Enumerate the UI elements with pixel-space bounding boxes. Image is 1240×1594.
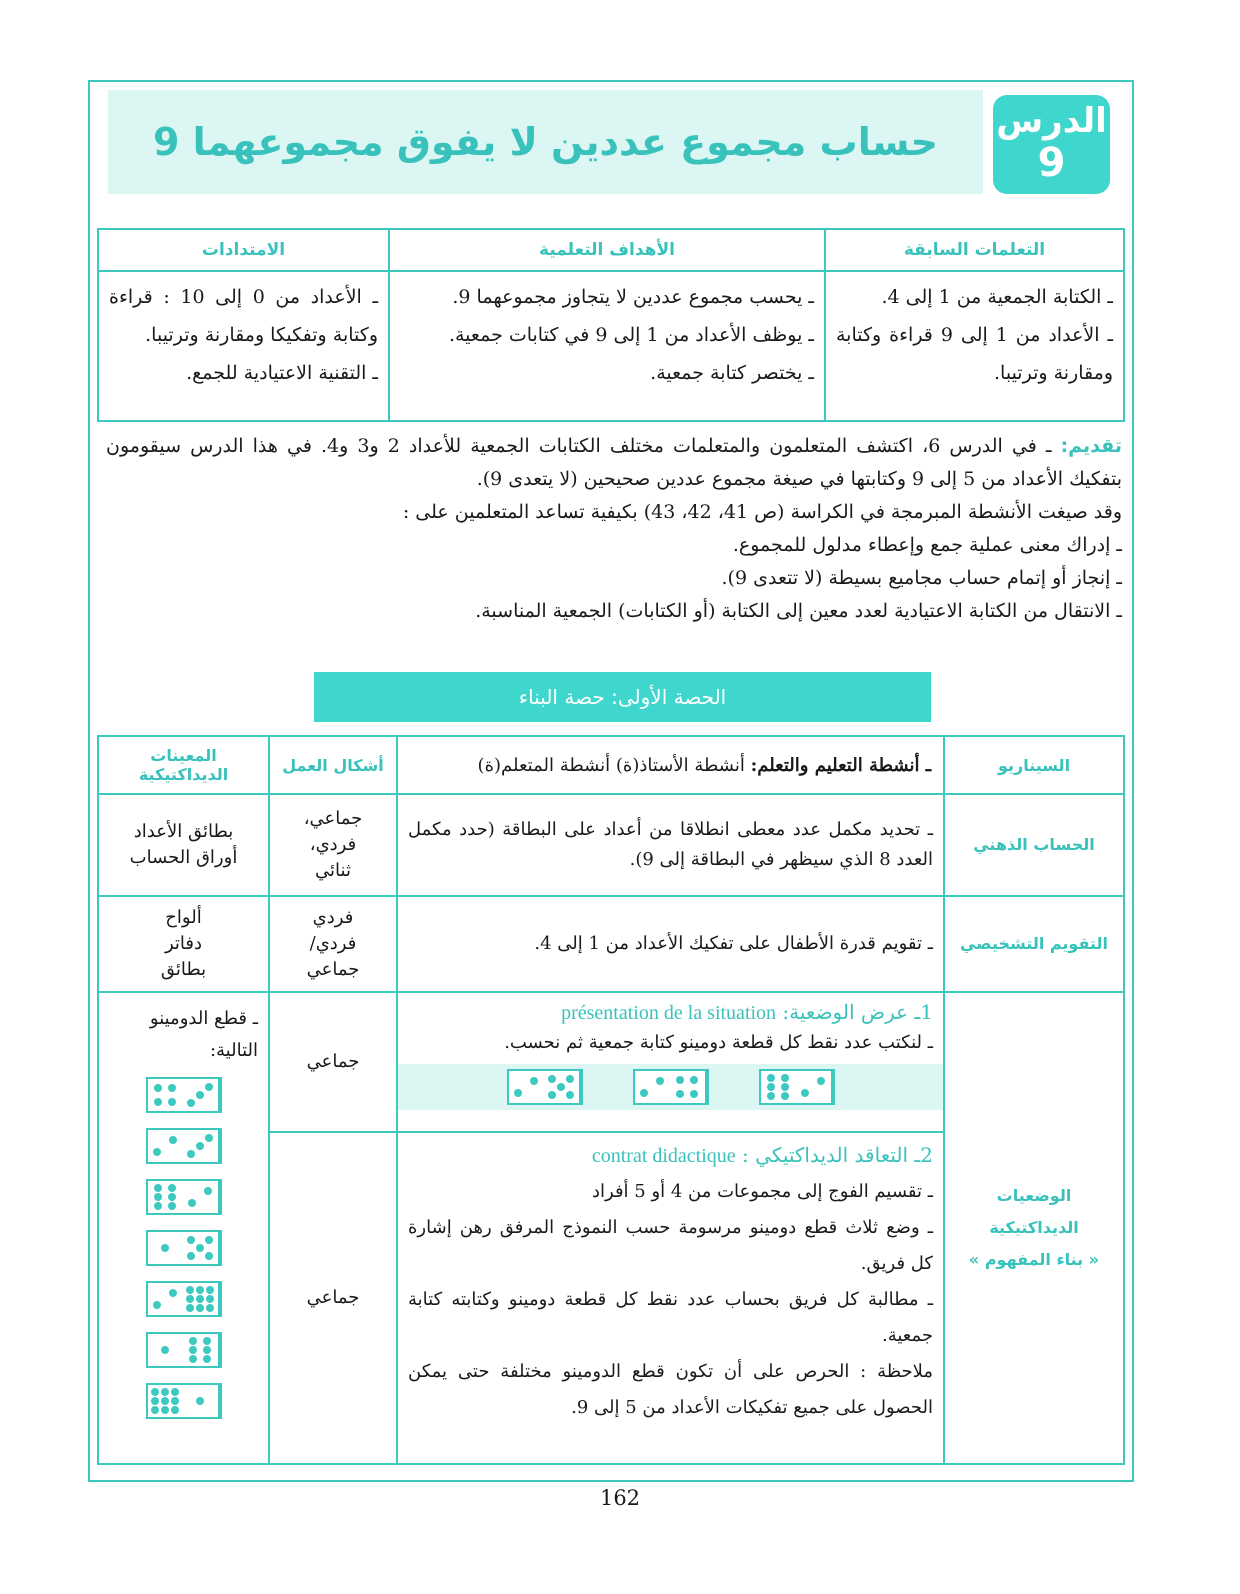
situation-1-title [408, 997, 933, 1028]
domino-dot [530, 1077, 538, 1085]
goal-item: ـ يحسب مجموع عددين لا يتجاوز مجموعهما 9. [452, 286, 814, 308]
diagnostic-resources [98, 896, 269, 992]
situation-1 [397, 992, 944, 1132]
domino-dot [169, 1289, 177, 1297]
domino-half [761, 1071, 796, 1103]
domino [146, 1128, 222, 1164]
situation-2-item: ـ وضع ثلاث قطع دومينو مرسومة حسب النموذج المرفق رهن إشارة كل فريق. [408, 1217, 933, 1274]
resource: ـ قطع الدومينو [149, 1008, 258, 1029]
domino-dot [169, 1136, 177, 1144]
mental-activity: ـ تحديد مكمل عدد معطى انطلاقا من أعداد على البطاقة (حدد مكمل العدد 8 الذي سيظهر في البطاقة إلى 9). [397, 794, 944, 896]
domino-dot [186, 1286, 194, 1294]
domino-half [183, 1385, 220, 1417]
situation-2-title [408, 1137, 933, 1174]
domino-half [670, 1071, 707, 1103]
domino-half [183, 1334, 220, 1366]
domino-dot [548, 1075, 556, 1083]
situation-2 [397, 1132, 944, 1464]
domino [146, 1230, 222, 1266]
domino-dot [205, 1083, 213, 1091]
domino-dot [154, 1202, 162, 1210]
title-banner [108, 90, 983, 194]
domino-dot [206, 1286, 214, 1294]
domino [633, 1069, 709, 1105]
domino-dot [186, 1304, 194, 1312]
domino [146, 1281, 222, 1317]
domino-dot [161, 1346, 169, 1354]
domino [507, 1069, 583, 1105]
domino-dot [676, 1076, 684, 1084]
resource: بطائق [160, 959, 207, 980]
domino-dot [171, 1397, 179, 1405]
domino-dot [189, 1346, 197, 1354]
domino-dot [186, 1295, 194, 1303]
work-form: ثنائي [315, 860, 351, 881]
intro-bullet: ـ إدراك معنى عملية جمع وإعطاء مدلول للمجموع. [732, 534, 1122, 556]
domino-dot [781, 1083, 789, 1091]
domino [146, 1332, 222, 1368]
activities-header [397, 736, 944, 794]
domino-dot [781, 1092, 789, 1100]
domino-dot [154, 1084, 162, 1092]
domino [146, 1383, 222, 1419]
domino-dot [161, 1406, 169, 1414]
domino-dot [196, 1244, 204, 1252]
domino-dot [205, 1134, 213, 1142]
domino-dot [151, 1388, 159, 1396]
domino-dot [656, 1077, 664, 1085]
domino-dot [168, 1098, 176, 1106]
mental-work [269, 794, 397, 896]
domino-dot [204, 1187, 212, 1195]
scenario-line: « بناء المفهوم » [968, 1250, 1100, 1269]
work-form: فردي، [309, 834, 357, 855]
domino-half [509, 1071, 544, 1103]
domino-dot [206, 1304, 214, 1312]
domino-half [148, 1232, 183, 1264]
domino-dot [196, 1091, 204, 1099]
domino-column [109, 1077, 258, 1419]
resources-header: المعينات الديداكتيكية [98, 736, 269, 794]
goal-item: ـ يختصر كتابة جمعية. [650, 362, 814, 384]
intro-paragraph [106, 430, 1122, 496]
domino-half [183, 1130, 220, 1162]
situation-2-item: ـ تقسيم الفوج إلى مجموعات من 4 أو 5 أفراد [592, 1181, 933, 1202]
situation-1-text: ـ لنكتب عدد نقط كل قطعة دومينو كتابة جمعية ثم نحسب. [504, 1032, 933, 1053]
domino-dot [205, 1252, 213, 1260]
domino-dot [161, 1397, 169, 1405]
domino-dot [161, 1388, 169, 1396]
domino-half [148, 1334, 183, 1366]
domino-dot [566, 1091, 574, 1099]
domino-dot [196, 1286, 204, 1294]
extensions-header: الامتدادات [98, 229, 389, 271]
domino-dot [514, 1089, 522, 1097]
intro-bullet: ـ الانتقال من الكتابة الاعتيادية لعدد معين إلى الكتابة (أو الكتابات) الجمعية المناسبة. [475, 600, 1122, 622]
domino-half [183, 1232, 220, 1264]
domino-dot [767, 1074, 775, 1082]
goals-header: الأهداف التعلمية [389, 229, 825, 271]
domino-resource-label [109, 1003, 258, 1067]
domino-dot [154, 1193, 162, 1201]
activities-header-rest: أنشطة الأستاذ(ة) أنشطة المتعلم(ة) [477, 754, 751, 776]
domino-dot [640, 1089, 648, 1097]
domino-dot [203, 1346, 211, 1354]
domino [146, 1077, 222, 1113]
extensions-cell [98, 271, 389, 421]
domino-dot [153, 1148, 161, 1156]
domino-dot [205, 1236, 213, 1244]
situation-2-title-ar: 2ـ التعاقد الديداكتيكي : [742, 1143, 933, 1167]
extension-item: ـ التقنية الاعتيادية للجمع. [186, 362, 378, 384]
domino-half [635, 1071, 670, 1103]
domino-dot [161, 1244, 169, 1252]
domino-dot [151, 1406, 159, 1414]
scenario-line: الديداكتيكية [989, 1218, 1079, 1237]
domino-dot [196, 1295, 204, 1303]
page-number: 162 [599, 1486, 641, 1510]
domino-row [398, 1064, 943, 1110]
mental-resources [98, 794, 269, 896]
work-forms-header: أشكال العمل [269, 736, 397, 794]
situation-1-title-ar: 1ـ عرض الوضعية: [782, 1000, 933, 1024]
domino-dot [203, 1355, 211, 1363]
intro-text: ـ في الدرس 6، اكتشف المتعلمون والمتعلمات مختلف الكتابات الجمعية للأعداد 2 و3 و4. في هذا الدرس سيقومون بتفكيك الأعداد من 5 إلى 9 وكتابتها في صيغة مجموع عددين صحيحين (لا يتعدى 9). [106, 435, 1122, 490]
domino-dot [187, 1236, 195, 1244]
domino-half [183, 1079, 220, 1111]
domino-dot [187, 1252, 195, 1260]
domino-dot [566, 1075, 574, 1083]
domino-dot [188, 1199, 196, 1207]
intro-paragraph-2: وقد صيغت الأنشطة المبرمجة في الكراسة (ص 41، 42، 43) بكيفية تساعد المتعلمين على : [402, 501, 1122, 523]
resource: دفاتر [164, 933, 203, 954]
lesson-number: 9 [1037, 140, 1066, 186]
domino-dot [187, 1099, 195, 1107]
diagnostic-work [269, 896, 397, 992]
domino-half [544, 1071, 581, 1103]
domino-dot [189, 1337, 197, 1345]
domino-dot [196, 1397, 204, 1405]
session-banner: الحصة الأولى: حصة البناء [314, 672, 931, 722]
domino-dot [187, 1150, 195, 1158]
domino-half [148, 1181, 183, 1213]
resource: التالية: [209, 1040, 258, 1061]
activities-header-bold: ـ أنشطة التعليم والتعلم: [750, 754, 931, 776]
domino-dot [154, 1098, 162, 1106]
domino-dot [171, 1388, 179, 1396]
domino-dot [171, 1406, 179, 1414]
work-form: جماعي، [303, 808, 363, 829]
situation-1-work: جماعي [269, 992, 397, 1132]
situations-resources [98, 992, 269, 1464]
domino-dot [690, 1090, 698, 1098]
domino-dot [151, 1397, 159, 1405]
situation-2-note: ملاحظة : الحرص على أن تكون قطع الدومينو مختلفة حتى يمكن الحصول على جميع تفكيكات الأعداد من 5 إلى 9. [408, 1361, 933, 1418]
intro-label: تقديم: [1060, 435, 1122, 457]
situation-2-item: ـ مطالبة كل فريق بحساب عدد نقط كل قطعة دومينو وكتابته كتابة جمعية. [408, 1289, 933, 1346]
domino-dot [203, 1337, 211, 1345]
domino-half [148, 1283, 183, 1315]
lesson-plan-table [97, 735, 1125, 1465]
domino-dot [767, 1092, 775, 1100]
domino [146, 1179, 222, 1215]
lesson-badge [993, 95, 1110, 194]
domino-dot [781, 1074, 789, 1082]
resource: ألواح [165, 907, 202, 928]
domino-half [148, 1130, 183, 1162]
domino-dot [206, 1295, 214, 1303]
domino-half [183, 1181, 220, 1213]
domino-dot [154, 1184, 162, 1192]
work-form: جماعي [306, 959, 360, 980]
domino-dot [168, 1193, 176, 1201]
domino-dot [196, 1304, 204, 1312]
diagnostic-scenario: التقويم التشخيصي [944, 896, 1124, 992]
diagnostic-activity: ـ تقويم قدرة الأطفال على تفكيك الأعداد من 1 إلى 4. [397, 896, 944, 992]
goal-item: ـ يوظف الأعداد من 1 إلى 9 في كتابات جمعية. [448, 324, 814, 346]
domino-half [148, 1385, 183, 1417]
prior-item: ـ الأعداد من 1 إلى 9 قراءة وكتابة ومقارنة وترتيبا. [836, 324, 1114, 384]
intro-bullet: ـ إنجاز أو إتمام حساب مجاميع بسيطة (لا تتعدى 9). [721, 567, 1122, 589]
work-form: فردي/ [309, 933, 357, 954]
mental-scenario: الحساب الذهني [944, 794, 1124, 896]
domino-dot [690, 1076, 698, 1084]
prior-cell [825, 271, 1124, 421]
domino-dot [676, 1090, 684, 1098]
intro-section [106, 430, 1122, 628]
domino-dot [168, 1202, 176, 1210]
scenario-line: الوضعيات [996, 1186, 1072, 1205]
domino-dot [189, 1355, 197, 1363]
work-form: فردي [312, 907, 354, 928]
domino-dot [196, 1142, 204, 1150]
domino-half [796, 1071, 833, 1103]
situation-1-title-fr: présentation de la situation [561, 1002, 777, 1024]
resource: بطائق الأعداد [133, 821, 234, 842]
prior-header: التعلمات السابقة [825, 229, 1124, 271]
domino-half [148, 1079, 183, 1111]
resource: أوراق الحساب [129, 847, 238, 868]
domino-dot [153, 1301, 161, 1309]
situation-2-work: جماعي [269, 1132, 397, 1464]
domino-dot [168, 1184, 176, 1192]
domino-dot [817, 1077, 825, 1085]
goals-cell [389, 271, 825, 421]
domino-half [183, 1283, 220, 1315]
domino-dot [801, 1089, 809, 1097]
situations-scenario [944, 992, 1124, 1464]
domino-dot [557, 1083, 565, 1091]
prior-item: ـ الكتابة الجمعية من 1 إلى 4. [881, 286, 1113, 308]
lesson-label: الدرس [996, 101, 1107, 141]
lesson-title: حساب مجموع عددين لا يفوق مجموعهما 9 [152, 120, 939, 164]
overview-table [97, 228, 1125, 422]
domino-dot [168, 1084, 176, 1092]
domino-dot [767, 1083, 775, 1091]
extension-item: ـ الأعداد من 0 إلى 10 : قراءة وكتابة وتفكيكا ومقارنة وترتيبا. [109, 286, 379, 346]
domino-dot [548, 1091, 556, 1099]
scenario-header: السيناريو [944, 736, 1124, 794]
domino [759, 1069, 835, 1105]
situation-2-title-fr: contrat didactique [591, 1145, 736, 1167]
